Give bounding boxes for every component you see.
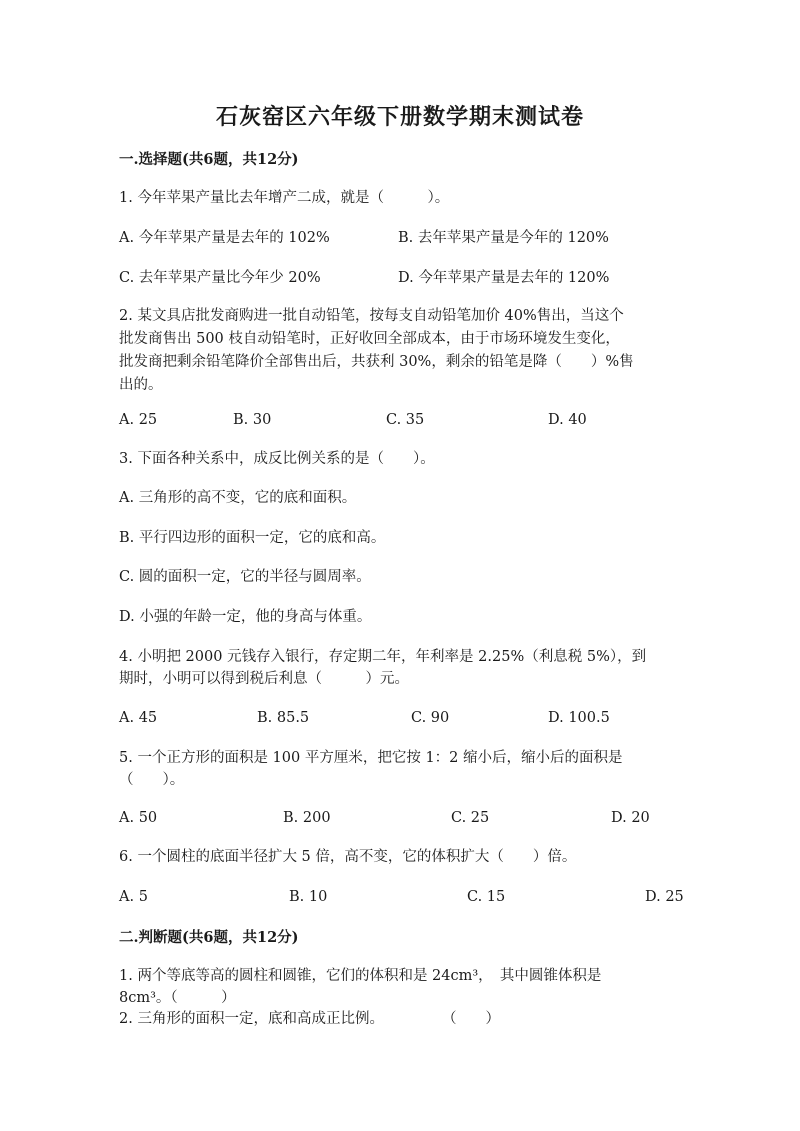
question-1-option-d: D. 今年苹果产量是去年的 120% — [398, 270, 610, 286]
question-5-option-d: D. 20 — [611, 810, 650, 826]
question-1-stem: 1. 今年苹果产量比去年增产二成，就是（ ）。 — [119, 190, 450, 206]
question-4-option-a: A. 45 — [119, 710, 158, 726]
question-4-stem-line-2: 期时，小明可以得到税后利息（ ）元。 — [119, 671, 409, 687]
question-2-stem-line-4: 出的。 — [119, 377, 163, 393]
question-6-option-c: C. 15 — [467, 889, 506, 905]
question-1-option-c: C. 去年苹果产量比今年少 20% — [119, 270, 321, 286]
question-5-option-a: A. 50 — [119, 810, 158, 826]
question-2-stem-line-3: 批发商把剩余铅笔降价全部售出后，共获利 30%，剩余的铅笔是降（ ）%售 — [119, 354, 634, 370]
question-3-option-d: D. 小强的年龄一定，他的身高与体重。 — [119, 609, 372, 625]
question-3-stem: 3. 下面各种关系中，成反比例关系的是（ ）。 — [119, 451, 435, 467]
question-6-stem: 6. 一个圆柱的底面半径扩大 5 倍，高不变，它的体积扩大（ ）倍。 — [119, 849, 577, 865]
judgment-2-stem: 2. 三角形的面积一定，底和高成正比例。 （ ） — [119, 1011, 500, 1027]
section-heading-choice: 一.选择题(共6题，共12分) — [119, 151, 299, 168]
question-4-option-c: C. 90 — [411, 710, 450, 726]
question-3-option-c: C. 圆的面积一定，它的半径与圆周率。 — [119, 569, 371, 585]
question-2-option-d: D. 40 — [548, 412, 587, 428]
question-6-option-b: B. 10 — [289, 889, 328, 905]
question-2-option-a: A. 25 — [119, 412, 158, 428]
judgment-1-stem-line-1: 1. 两个等底等高的圆柱和圆锥，它们的体积和是 24cm³， 其中圆锥体积是 — [119, 968, 602, 984]
question-1-option-b: B. 去年苹果产量是今年的 120% — [398, 230, 609, 246]
question-4-option-d: D. 100.5 — [548, 710, 610, 726]
question-4-option-b: B. 85.5 — [257, 710, 310, 726]
question-6-option-d: D. 25 — [645, 889, 684, 905]
question-2-option-b: B. 30 — [233, 412, 272, 428]
question-2-stem-line-2: 批发商售出 500 枝自动铅笔时，正好收回全部成本，由于市场环境发生变化， — [119, 331, 620, 347]
question-3-option-a: A. 三角形的高不变，它的底和面积。 — [119, 490, 357, 506]
question-5-stem-line-2: （ ）。 — [119, 772, 185, 788]
question-5-option-b: B. 200 — [283, 810, 331, 826]
question-5-stem-line-1: 5. 一个正方形的面积是 100 平方厘米，把它按 1：2 缩小后，缩小后的面积是 — [119, 750, 623, 766]
judgment-1-stem-line-2: 8cm³。（ ） — [119, 990, 236, 1006]
question-2-option-c: C. 35 — [386, 412, 425, 428]
question-6-option-a: A. 5 — [119, 889, 148, 905]
question-3-option-b: B. 平行四边形的面积一定，它的底和高。 — [119, 530, 386, 546]
question-2-stem-line-1: 2. 某文具店批发商购进一批自动铅笔，按每支自动铅笔加价 40%售出，当这个 — [119, 308, 624, 324]
question-4-stem-line-1: 4. 小明把 2000 元钱存入银行，存定期二年，年利率是 2.25%（利息税 5%），到 — [119, 649, 647, 665]
question-5-option-c: C. 25 — [451, 810, 490, 826]
section-heading-true-false: 二.判断题(共6题，共12分) — [119, 929, 299, 946]
question-1-option-a: A. 今年苹果产量是去年的 102% — [119, 230, 330, 246]
page-title: 石灰窑区六年级下册数学期末测试卷 — [215, 104, 584, 130]
